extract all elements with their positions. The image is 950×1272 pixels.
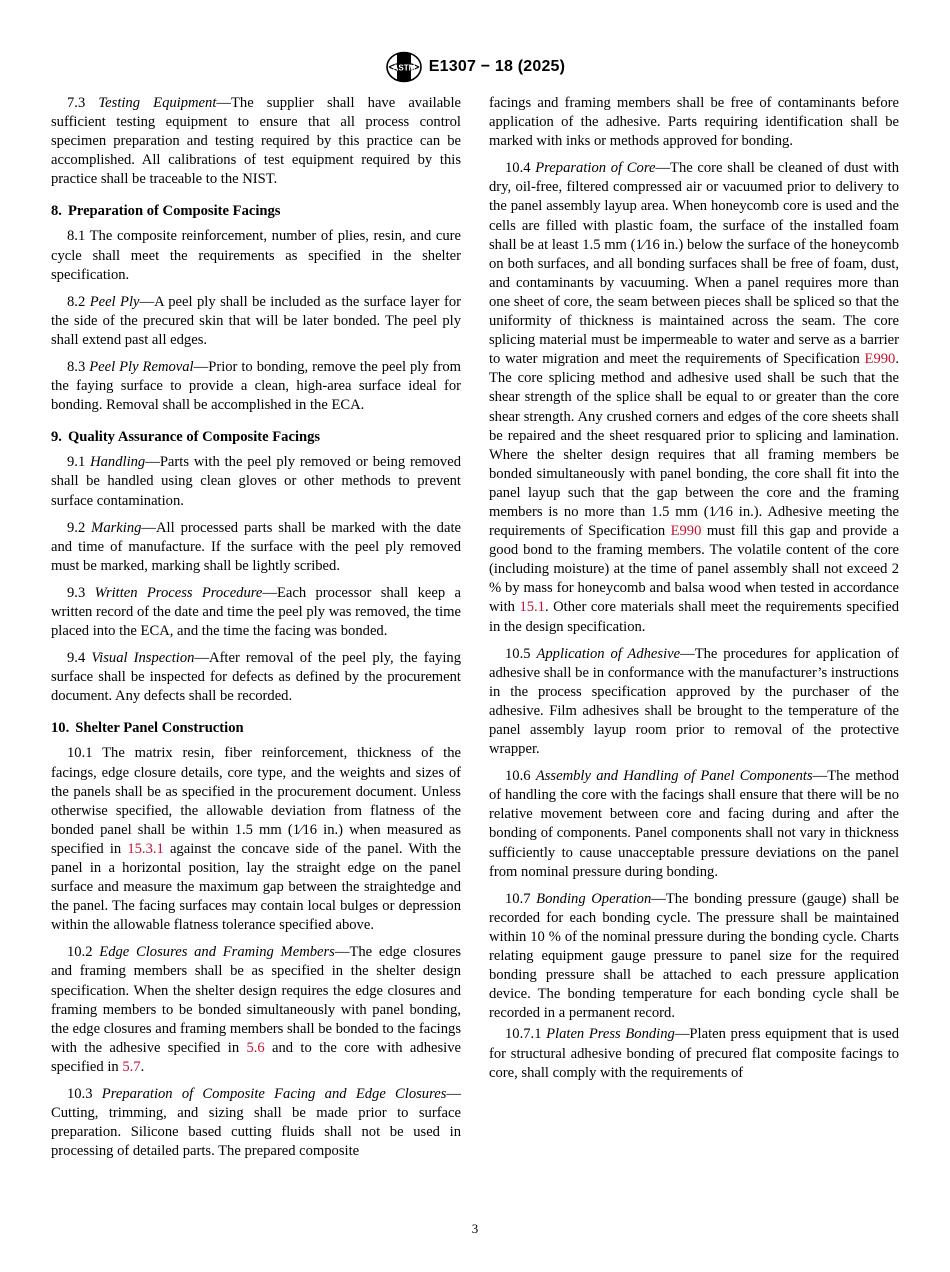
paragraph-9-3: 9.3 Written Process Procedure—Each processor shall keep a written record of the date and time the peel ply was removed, the time placed into the ECA, and the time the facing was bonded.: [51, 584, 461, 640]
paragraph-9-1: 9.1 Handling—Parts with the peel ply removed or being removed shall be handled using clean gloves or other methods to prevent surface contamination.: [51, 454, 461, 509]
paragraph-10-2: 10.2 Edge Closures and Framing Members—The edge closures and framing members shall be as specified in the shelter design specification. When the shelter design requires the edge closures and framing members to be bonded simultaneously with panel bonding, the edge closures and framing members shall be bonded to the facings with the adhesive specified in 5.6 and to the core with adhesive specified in 5.7.: [51, 944, 462, 1075]
specification-link[interactable]: E990: [670, 523, 702, 540]
paragraph-10-7: 10.7 Bonding Operation—The bonding pressure (gauge) shall be recorded for each bonding cycle. The pressure shall be maintained within 10 % of the nominal pressure during the bonding cycle. Charts relating equipment gauge pressure to panel size for the required bonding pressure shall be attached to each pressure application device. The bonding temperature for each bonding cycle shall be recorded in a permanent record.: [489, 890, 899, 1022]
paragraph-10-6: 10.6 Assembly and Handling of Panel Components—The method of handling the core with the facings shall ensure that there will be no relative movement between core and facing during and after the bonding of components. Panel components shall not vary in thickness sufficiently to cause unacceptable pressure deviations on the panel from nominal pressure during bonding.: [489, 768, 899, 880]
cross-reference-link[interactable]: 5.7: [122, 1058, 141, 1075]
section-heading-10: 10. Shelter Panel Construction: [51, 720, 244, 737]
section-heading-9: 9. Quality Assurance of Composite Facings: [51, 429, 321, 446]
paragraph-10-3: 10.3 Preparation of Composite Facing and Edge Closures—Cutting, trimming, and sizing shall be made prior to surface preparation. Silicone based cutting fluids shall not be used in processing of detailed parts. The prepared composite: [51, 1086, 461, 1160]
paragraph-7-3: 7.3 Testing Equipment—The supplier shall have available sufficient testing equipment to ensure that all process control specimen preparation and testing required by this practice can be accomplished. All calibrations of test equipment required by this practice shall be traceable to the NIST.: [51, 95, 461, 188]
cross-reference-link[interactable]: 15.1: [519, 599, 545, 616]
paragraph-10-7-1: 10.7.1 Platen Press Bonding—Platen press equipment that is used for structural adhesive bonding of precured flat composite facings to core, shall comply with the requirements of: [489, 1026, 900, 1081]
astm-logo-icon: [385, 51, 423, 83]
paragraph-8-1: 8.1 The composite reinforcement, number of plies, resin, and cure cycle shall meet the requirements as specified in the shelter specification.: [51, 228, 461, 283]
page-number: 3: [471, 1221, 479, 1236]
cross-reference-link[interactable]: 15.3.1: [127, 840, 164, 857]
standard-designation: E1307 − 18 (2025): [428, 58, 566, 75]
paragraph-9-4: 9.4 Visual Inspection—After removal of the peel ply, the faying surface shall be inspected for defects as defined by the procurement document. Any defects shall be recorded.: [51, 650, 461, 705]
specification-link[interactable]: E990: [864, 351, 896, 368]
section-heading-8: 8. Preparation of Composite Facings: [51, 203, 281, 220]
logo-text: ASTM: [392, 63, 416, 73]
paragraph-8-3: 8.3 Peel Ply Removal—Prior to bonding, remove the peel ply from the faying surface to provide a clean, high-area surface ideal for bonding. Removal shall be accomplished in the ECA.: [51, 359, 461, 414]
right-column: [489, 94, 899, 1091]
cross-reference-link[interactable]: 5.6: [246, 1039, 265, 1056]
paragraph-10-4: 10.4 Preparation of Core—The core shall be cleaned of dust with dry, oil-free, filtered compressed air or vacuumed prior to delivery to the panel assembly layup area. When honeycomb core is used and the cells are filled with plastic foam, the surface of the installed foam shall be at least 1.5 mm (1⁄16 in.) below the surface of the honeycomb on both surfaces, and all bonding surfaces shall be free of foam, dust, and contaminants by vacuuming. When a panel requires more than one sheet of core, the seam between pieces shall be spliced so that the uniformity of thickness is maintained across the seam. The core splicing material must be impermeable to water and serve as a barrier to water migration and meet the requirements of Specification E990. The core splicing method and adhesive used shall be such that the shear strength of the splice shall be equal to or greater than the core shear strength. Any crushed corners and edges of the core sheets shall be repaired and the sheet resquared prior to splicing and lamination. Where the shelter design requires that all framing members be bonded simultaneously with panel bonding, the core shall fit into the panel layup such that the gap between the core and the framing members is no more than 1.5 mm (1⁄16 in.). Adhesive meeting the requirements of Specification E990 must fill this gap and provide a good bond to the framing members. The volatile content of the core (including moisture) at the time of panel assembly shall not exceed 2 % by mass for honeycomb and balsa wood when tested in accordance with 15.1. Other core materials shall meet the requirements specified in the design specification.: [489, 160, 900, 635]
paragraph-10-1: 10.1 The matrix resin, fiber reinforcement, thickness of the facings, edge closure details, core type, and the weights and sizes of the panels shall be as specified in the procurement document. Unless otherwise specified, the allowable deviation from flatness of the bonded panel shall be within 1.5 mm (1⁄16 in.) when measured as specified in 15.3.1 against the concave side of the panel. With the panel in a horizontal position, lay the straight edge on the panel surface and measure the maximum gap between the straightedge and the panel. The facing surfaces may contain local bulges or depression within the allowable flatness tolerance specified above.: [51, 745, 461, 934]
page-header: [0, 50, 950, 84]
paragraph-9-2: 9.2 Marking—All processed parts shall be marked with the date and time of manufacture. If the surface with the peel ply removed must be marked, marking shall be lightly scribed.: [51, 519, 461, 574]
left-column: [51, 94, 461, 1169]
paragraph-8-2: 8.2 Peel Ply—A peel ply shall be included as the surface layer for the side of the precured skin that will be later bonded. The peel ply shall extend past all edges.: [51, 293, 461, 348]
paragraph-10-3-continued: facings and framing members shall be free of contaminants before application of the adhesive. Parts requiring identification shall be marked with inks or methods approved for bonding.: [489, 95, 899, 150]
paragraph-10-5: 10.5 Application of Adhesive—The procedures for application of adhesive shall be in conformance with the manufacturer’s instructions in the process specification approved by the purchaser of the adhesive. Film adhesives shall be brought to the temperature of the panel assembly layup room prior to removal of the protective wrapper.: [489, 645, 899, 758]
